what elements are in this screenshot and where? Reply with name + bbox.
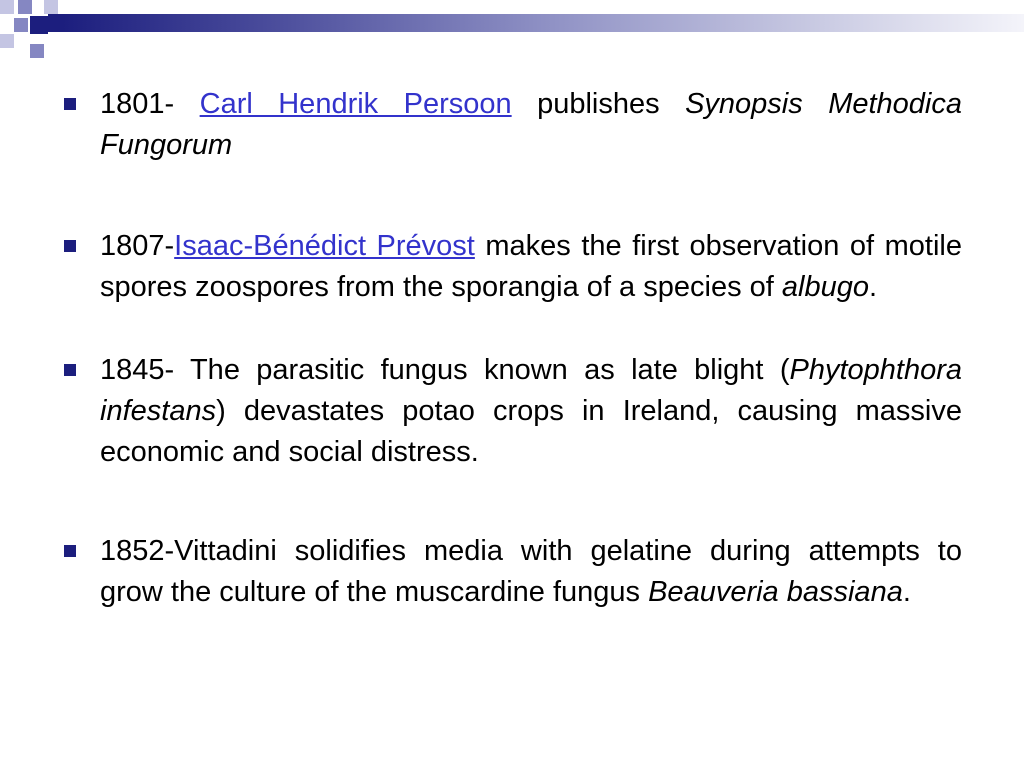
bullet-icon — [64, 545, 76, 557]
header-gradient-bar — [62, 14, 1024, 32]
header-square — [44, 0, 58, 14]
header-decoration — [0, 0, 1024, 60]
item-year: 1801- — [100, 88, 200, 120]
header-square — [14, 18, 28, 32]
bullet-icon — [64, 364, 76, 376]
list-item — [64, 84, 962, 166]
item-year: 1807- — [100, 230, 175, 262]
item-body: 1845- The parasitic fungus known as late blight ( — [100, 354, 790, 386]
slide-content — [64, 84, 962, 613]
item-text — [100, 226, 962, 308]
list-item — [64, 531, 962, 613]
list-item — [64, 350, 962, 473]
bullet-icon — [64, 98, 76, 110]
item-end: . — [868, 271, 878, 303]
item-body: makes the first observation of motile spores zoospores from the sporangia of a species of — [100, 230, 962, 303]
item-text — [100, 350, 962, 473]
persoon-link[interactable]: Carl Hendrik Persoon — [199, 88, 512, 120]
item-end: ) devastates potao crops in Ireland, causing massive economic and social distress. — [100, 395, 962, 468]
header-square — [30, 44, 44, 58]
list-item — [64, 226, 962, 308]
item-body: publishes — [511, 88, 686, 120]
item-italic: Phytophthora infestans — [100, 354, 962, 427]
header-square — [18, 0, 32, 14]
item-body: 1852-Vittadini solidifies media with gelatine during attempts to grow the culture of the muscardine fungus — [100, 535, 962, 608]
header-square — [30, 16, 48, 34]
item-end: . — [902, 576, 911, 608]
bullet-icon — [64, 240, 76, 252]
header-square — [0, 0, 14, 14]
item-italic: albugo — [781, 271, 869, 303]
item-text — [100, 84, 962, 166]
item-text — [100, 531, 962, 613]
item-italic: Beauveria bassiana — [648, 576, 903, 608]
item-italic: Synopsis Methodica Fungorum — [100, 88, 962, 161]
header-square — [48, 14, 62, 32]
prevost-link[interactable]: Isaac-Bénédict Prévost — [174, 230, 475, 262]
header-square — [0, 34, 14, 48]
